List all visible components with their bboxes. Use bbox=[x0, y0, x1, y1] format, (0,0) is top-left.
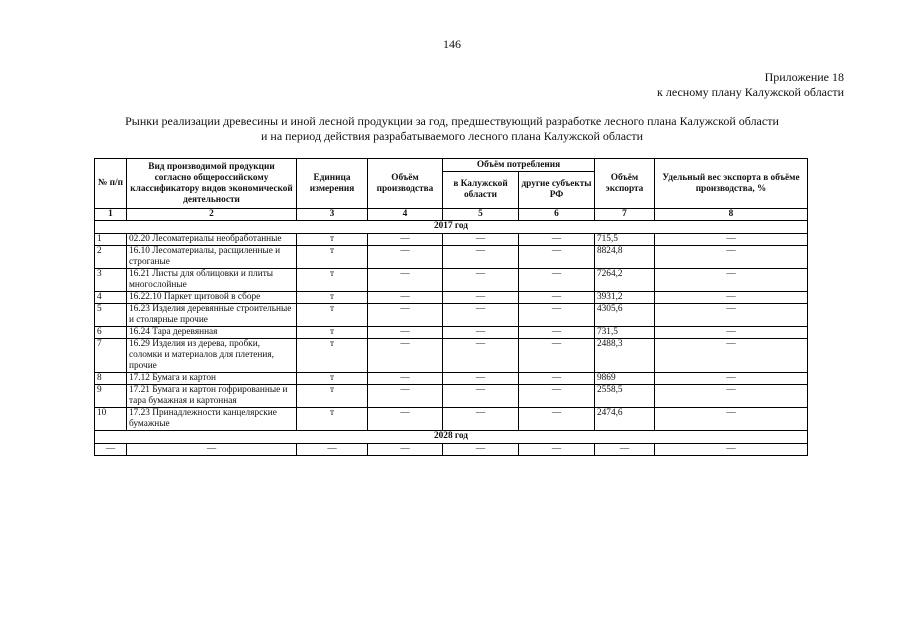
row-unit: т bbox=[297, 327, 368, 339]
row-kaluga: — bbox=[443, 327, 519, 339]
row-2028-cell: — bbox=[443, 444, 519, 456]
column-number: 2 bbox=[127, 209, 297, 221]
table-row bbox=[95, 292, 808, 304]
page-number: 146 bbox=[443, 37, 461, 51]
title-line-2: и на период действия разрабатываемого лесного плана Калужской области bbox=[260, 129, 644, 143]
row-share: — bbox=[655, 408, 808, 431]
section-row-2028 bbox=[95, 431, 808, 444]
row-product: 16.21 Листы для облицовки и плиты многослойные bbox=[127, 269, 297, 292]
row-production: — bbox=[368, 246, 443, 269]
row-export: 2558,5 bbox=[595, 385, 655, 408]
row-production: — bbox=[368, 327, 443, 339]
row-unit: т bbox=[297, 269, 368, 292]
appendix-note bbox=[657, 70, 844, 100]
row-product: 17.12 Бумага и картон bbox=[127, 373, 297, 385]
row-2028-cell: — bbox=[655, 444, 808, 456]
row-other: — bbox=[519, 269, 595, 292]
table-row bbox=[95, 339, 808, 373]
row-unit: т bbox=[297, 292, 368, 304]
header-export: Объём экспорта bbox=[595, 159, 655, 209]
row-product: 16.29 Изделия из дерева, пробки, соломки и материалов для плетения, прочие bbox=[127, 339, 297, 373]
row-share: — bbox=[655, 246, 808, 269]
header-consumption: Объём потребления bbox=[443, 159, 595, 172]
row-other: — bbox=[519, 327, 595, 339]
row-product: 16.22.10 Паркет щитовой в сборе bbox=[127, 292, 297, 304]
document-title bbox=[0, 114, 904, 144]
row-production: — bbox=[368, 385, 443, 408]
row-export: 9869 bbox=[595, 373, 655, 385]
table-row bbox=[95, 373, 808, 385]
row-export: 7264,2 bbox=[595, 269, 655, 292]
column-number: 3 bbox=[297, 209, 368, 221]
row-2028-cell: — bbox=[127, 444, 297, 456]
row-kaluga: — bbox=[443, 408, 519, 431]
row-kaluga: — bbox=[443, 234, 519, 246]
row-production: — bbox=[368, 408, 443, 431]
row-product: 17.23 Принадлежности канцелярские бумажные bbox=[127, 408, 297, 431]
column-number: 4 bbox=[368, 209, 443, 221]
row-export: 731,5 bbox=[595, 327, 655, 339]
row-export: 4305,6 bbox=[595, 304, 655, 327]
row-2028-cell: — bbox=[297, 444, 368, 456]
section-row-2017 bbox=[95, 221, 808, 234]
table-row bbox=[95, 234, 808, 246]
row-share: — bbox=[655, 304, 808, 327]
row-unit: т bbox=[297, 304, 368, 327]
row-export: 2474,6 bbox=[595, 408, 655, 431]
forest-products-market-table bbox=[94, 158, 808, 456]
column-number: 8 bbox=[655, 209, 808, 221]
row-share: — bbox=[655, 327, 808, 339]
row-other: — bbox=[519, 385, 595, 408]
row-export: 8824,8 bbox=[595, 246, 655, 269]
row-no: 6 bbox=[95, 327, 127, 339]
header-other-regions: другие субъекты РФ bbox=[519, 172, 595, 209]
appendix-line-2: к лесному плану Калужской области bbox=[657, 85, 844, 99]
row-no: 3 bbox=[95, 269, 127, 292]
row-2028-cell: — bbox=[368, 444, 443, 456]
column-number-row bbox=[95, 209, 808, 221]
table-row bbox=[95, 327, 808, 339]
row-export: 715,5 bbox=[595, 234, 655, 246]
row-other: — bbox=[519, 408, 595, 431]
section-label-2028: 2028 год bbox=[95, 431, 808, 444]
row-product: 16.23 Изделия деревянные строительные и столярные прочие bbox=[127, 304, 297, 327]
row-other: — bbox=[519, 234, 595, 246]
row-unit: т bbox=[297, 246, 368, 269]
row-share: — bbox=[655, 385, 808, 408]
row-no: 1 bbox=[95, 234, 127, 246]
row-no: 7 bbox=[95, 339, 127, 373]
header-kaluga: в Калужской области bbox=[443, 172, 519, 209]
row-kaluga: — bbox=[443, 292, 519, 304]
row-production: — bbox=[368, 339, 443, 373]
header-export-share: Удельный вес экспорта в объёме производства, % bbox=[655, 159, 808, 209]
row-unit: т bbox=[297, 408, 368, 431]
row-kaluga: — bbox=[443, 304, 519, 327]
row-share: — bbox=[655, 234, 808, 246]
row-production: — bbox=[368, 292, 443, 304]
column-number: 7 bbox=[595, 209, 655, 221]
row-share: — bbox=[655, 339, 808, 373]
row-other: — bbox=[519, 339, 595, 373]
table-row-2028 bbox=[95, 444, 808, 456]
row-other: — bbox=[519, 292, 595, 304]
row-unit: т bbox=[297, 339, 368, 373]
row-other: — bbox=[519, 304, 595, 327]
row-2028-cell: — bbox=[595, 444, 655, 456]
row-production: — bbox=[368, 304, 443, 327]
table-row bbox=[95, 269, 808, 292]
row-production: — bbox=[368, 234, 443, 246]
row-unit: т bbox=[297, 385, 368, 408]
row-2028-cell: — bbox=[95, 444, 127, 456]
row-other: — bbox=[519, 246, 595, 269]
row-unit: т bbox=[297, 373, 368, 385]
table-row bbox=[95, 246, 808, 269]
appendix-line-1: Приложение 18 bbox=[764, 70, 844, 84]
row-product: 16.24 Тара деревянная bbox=[127, 327, 297, 339]
row-kaluga: — bbox=[443, 269, 519, 292]
row-production: — bbox=[368, 373, 443, 385]
row-no: 4 bbox=[95, 292, 127, 304]
row-unit: т bbox=[297, 234, 368, 246]
row-kaluga: — bbox=[443, 373, 519, 385]
row-no: 2 bbox=[95, 246, 127, 269]
row-export: 2488,3 bbox=[595, 339, 655, 373]
title-line-1: Рынки реализации древесины и иной лесной продукции за год, предшествующий разработке лесного плана Калужской области bbox=[125, 114, 779, 128]
table-row bbox=[95, 408, 808, 431]
row-no: 10 bbox=[95, 408, 127, 431]
header-production: Объём производства bbox=[368, 159, 443, 209]
row-product: 02.20 Лесоматериалы необработанные bbox=[127, 234, 297, 246]
row-share: — bbox=[655, 292, 808, 304]
row-product: 17.21 Бумага и картон гофрированные и тара бумажная и картонная bbox=[127, 385, 297, 408]
row-production: — bbox=[368, 269, 443, 292]
row-other: — bbox=[519, 373, 595, 385]
row-share: — bbox=[655, 373, 808, 385]
row-no: 5 bbox=[95, 304, 127, 327]
row-export: 3931,2 bbox=[595, 292, 655, 304]
section-label-2017: 2017 год bbox=[95, 221, 808, 234]
header-product: Вид производимой продукции согласно общероссийскому классификатору видов экономической деятельности bbox=[127, 159, 297, 209]
header-no: № п/п bbox=[95, 159, 127, 209]
row-product: 16.10 Лесоматериалы, расщиленные и строганые bbox=[127, 246, 297, 269]
column-number: 6 bbox=[519, 209, 595, 221]
row-kaluga: — bbox=[443, 385, 519, 408]
table-row bbox=[95, 304, 808, 327]
row-no: 9 bbox=[95, 385, 127, 408]
row-kaluga: — bbox=[443, 339, 519, 373]
column-number: 5 bbox=[443, 209, 519, 221]
row-share: — bbox=[655, 269, 808, 292]
row-no: 8 bbox=[95, 373, 127, 385]
header-unit: Единица измерения bbox=[297, 159, 368, 209]
row-kaluga: — bbox=[443, 246, 519, 269]
table-row bbox=[95, 385, 808, 408]
column-number: 1 bbox=[95, 209, 127, 221]
row-2028-cell: — bbox=[519, 444, 595, 456]
